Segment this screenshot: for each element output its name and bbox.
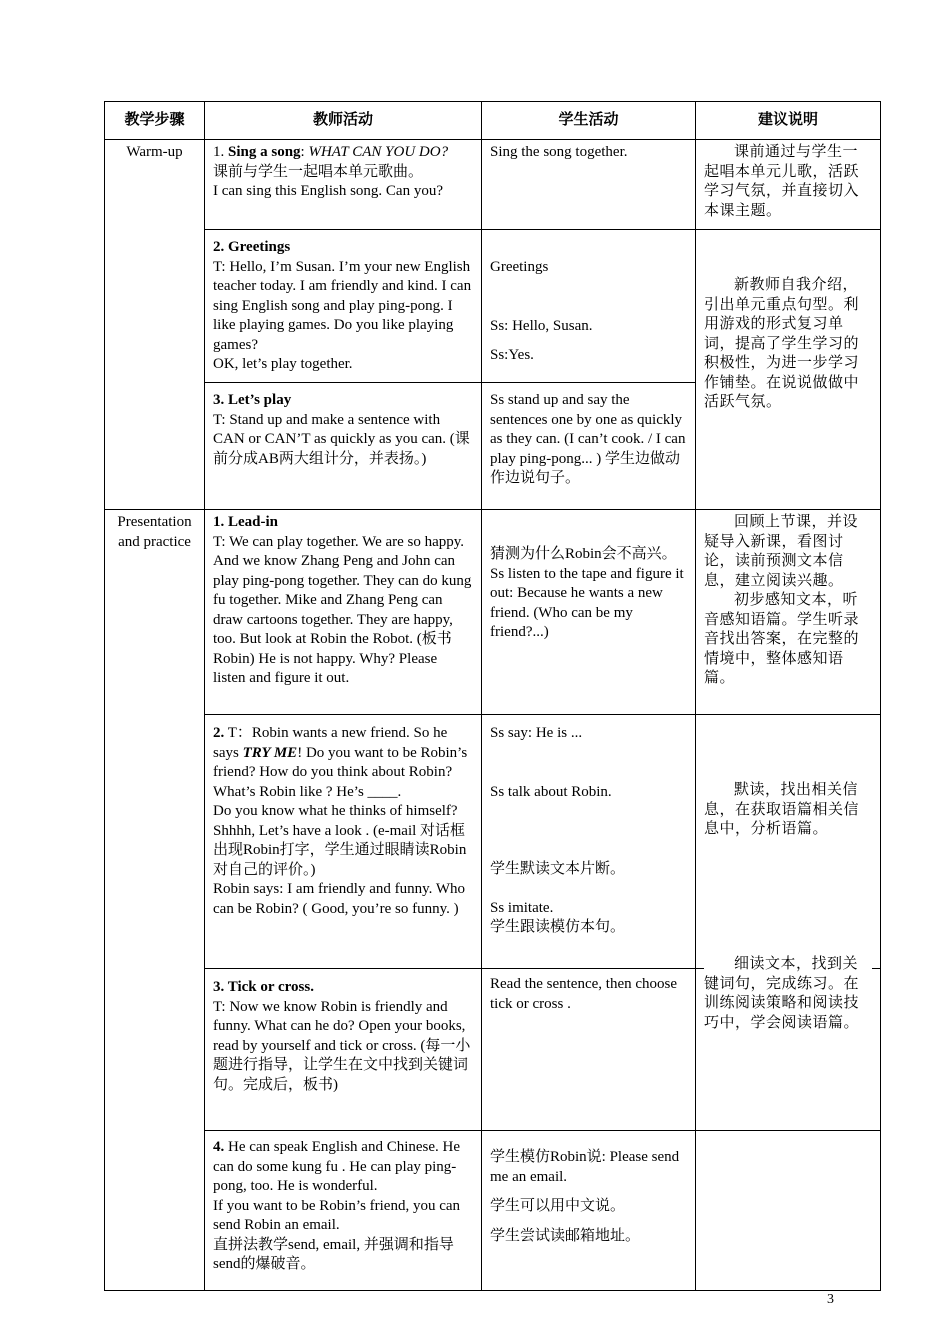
table-row [105,230,881,383]
student-cell: Sing the song together. [482,140,696,230]
note-cell [696,1131,881,1291]
table-row [105,510,881,715]
student-cell: Read the sentence, then choose tick or cross . [482,969,696,1131]
teacher-cell: 2. Greetings T: Hello, I’m Susan. I’m your new English teacher today. I am friendly and kind. I can sing English song and play ping-pong. I like playing games. Do you like playing games? OK, let’s play together. [205,230,482,383]
teacher-cell: 1. Lead-in T: We can play together. We are so happy. And we know Zhang Peng and John can play ping-pong together. They can do kung fu together. Mike and Zhang Peng can draw cartoons together. They are happy, too. But look at Robin the Robot. (板书Robin) He is not happy. Why? Please listen and figure it out. [205,510,482,715]
header-note: 建议说明 [696,102,881,140]
teacher-cell: 4. He can speak English and Chinese. He can do some kung fu . He can play ping-pong, too. He is wonderful. If you want to be Robin’s friend, you can send Robin an email. 直拼法教学send, email, 并强调和指导send的爆破音。 [205,1131,482,1291]
table-row [105,140,881,230]
student-cell: 猜测为什么Robin会不高兴。 Ss listen to the tape and figure it out: Because he wants a new friend. (Who can be my friend?...) [482,510,696,715]
note-cell: 回顾上节课，并设疑导入新课，看图讨论，读前预测文本信息，建立阅读兴趣。 初步感知文本，听音感知语篇。学生听录音找出答案，在完整的情境中，整体感知语篇。 [696,510,881,715]
student-cell: Greetings Ss: Hello, Susan. Ss:Yes. [482,230,696,383]
lesson-plan-table [104,101,881,1291]
header-row [105,102,881,140]
student-cell: Ss say: He is ... Ss talk about Robin. 学生默读文本片断。 Ss imitate. 学生跟读模仿本句。 [482,715,696,969]
header-step: 教学步骤 [105,102,205,140]
teacher-cell: 1. Sing a song: WHAT CAN YOU DO? 课前与学生一起唱本单元歌曲。 I can sing this English song. Can you? [205,140,482,230]
teacher-cell: 3. Let’s play T: Stand up and make a sentence with CAN or CAN’T as quickly as you can. (课前分成AB两大组计分，并表扬。) [205,383,482,510]
page-number: 3 [827,1292,834,1307]
student-cell: Ss stand up and say the sentences one by one as quickly as they can. (I can’t cook. / I can play ping-pong... ) 学生边做动作边说句子。 [482,383,696,510]
table-row [105,1131,881,1291]
header-teacher: 教师活动 [205,102,482,140]
stage-presentation: Presentation and practice [105,510,205,1291]
table-row [105,715,881,969]
note-cell: 默读，找出相关信息，在获取语篇相关信息中，分析语篇。 细读文本，找到关键词句，完成练习。在训练阅读策略和阅读技巧中，学会阅读语篇。 [696,715,881,969]
stage-warmup: Warm-up [105,140,205,510]
header-student: 学生活动 [482,102,696,140]
note-cell: 课前通过与学生一起唱本单元儿歌，活跃学习气氛，并直接切入本课主题。 [696,140,881,230]
note-cell: 新教师自我介绍，引出单元重点句型。利用游戏的形式复习单词，提高了学生学习的积极性，为进一步学习作铺垫。在说说做做中活跃气氛。 [696,230,881,510]
student-cell: 学生模仿Robin说: Please send me an email. 学生可以用中文说。 学生尝试读邮箱地址。 [482,1131,696,1291]
teacher-cell: 2. T：Robin wants a new friend. So he says TRY ME! Do you want to be Robin’s friend? How do you think about Robin? What’s Robin like ? He’s ____. Do you know what he thinks of himself? Shhhh, Let’s have a look . (e-mail 对话框出现Robin打字，学生通过眼睛读Robin对自己的评价。) Robin says: I am friendly and funny. Who can be Robin? ( Good, you’re so funny. ) [205,715,482,969]
teacher-cell: 3. Tick or cross. T: Now we know Robin is friendly and funny. What can he do? Open your books, read by yourself and tick or cross. (每一小题进行指导，让学生在文中找到关键词句。完成后，板书) [205,969,482,1131]
